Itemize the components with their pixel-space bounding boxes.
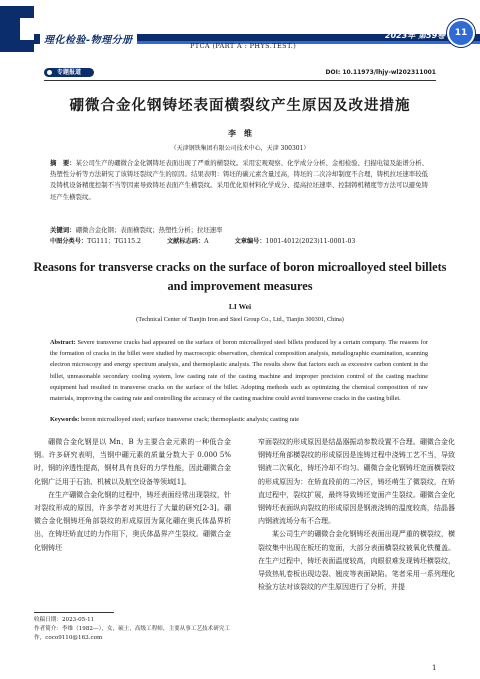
year-volume: 2023年 第59卷: [385, 31, 446, 40]
document-code: 文献标志码：A: [166, 238, 209, 245]
received-date: 收稿日期：2023-05-11: [34, 617, 95, 623]
body-paragraph: 硼微合金化钢是以 Mn、B 为主要合金元素的一种低合金钢。许多研究表明，当钢中硼元素的质量分数大于 0.000 5%时，钢的淬透性提高，钢材具有良好的力学性能，因此硼微合金化钢广泛用于石油、机械以及航空设备等领域[1]。: [34, 438, 231, 486]
body-paragraph: 在生产硼微合金化钢的过程中，铸坯表面经常出现裂纹，针对裂纹形成的原因，许多学者对其进行了大量的研究[2-3]。硼微合金化钢铸坯角部裂纹的形成原因为氮化硼在奥氏体晶界析出，在铸坯矫直过的力作用下，奥氏体晶界产生裂纹。硼微合金化钢铸坯: [34, 490, 231, 552]
title-en: Reasons for transverse cracks on the surface of boron microalloyed steel billets and improvement measures: [33, 260, 447, 293]
page-number: 1: [432, 664, 437, 672]
title-cn: 硼微合金化钢铸坯表面横裂纹产生原因及改进措施: [69, 98, 411, 114]
body-column-right: [258, 436, 455, 594]
keywords-cn-label: 关键词：: [50, 226, 76, 234]
clc-number: 中图分类号：TG111；TG115.2: [50, 238, 141, 245]
article-number: 文章编号：1001-4012(2023)11-0001-03: [234, 238, 356, 245]
body-column-left: [34, 436, 231, 555]
keywords-cn-text: 硼微合金化钢；表面横裂纹；热塑性分析；拉坯速率: [75, 226, 223, 234]
body-paragraph: 某公司生产的硼微合金化钢铸坯表面出现严重的横裂纹，横裂纹集中出现在板坯的宽面，大部分表面横裂纹被氧化铁覆盖。在生产过程中，铸坯表面温度较高，肉眼很难发现铸坯横裂纹，导致热轧卷板出现边裂、翘皮等表面缺陷。笔者采用一系列理化检验方法对该裂纹的产生原因进行了分析，并提: [258, 530, 455, 592]
author-cn: 李 维: [228, 129, 252, 138]
author-bio: 作者简介：李维（1982—），女，硕士，高级工程师，主要从事工艺技术研究工作，coco9110@163.com: [34, 626, 231, 641]
keywords-en-label: Keywords:: [50, 416, 80, 423]
footnote-rule: [34, 612, 114, 613]
affiliation-en: (Technical Center of Tianjin Iron and Steel Group Co., Ltd., Tianjin 300301, China): [136, 316, 344, 323]
keywords-en: [50, 414, 428, 425]
abstract-cn-label: 摘 要：: [50, 159, 76, 167]
keywords-cn: [50, 225, 428, 235]
journal-logo-cutout: [20, 18, 34, 40]
body-paragraph: 窄面裂纹的形成原因是结晶器振动参数设置不合理。硼微合金化钢铸坯角部横裂纹的形成原因是连铸过程中浇铸工艺不当，导致钢液二次氧化，铸坯冷却不均匀。硼微合金化钢铸坯宽面横裂纹的形成原因为：在矫直段前的二冷区，铸坯萌生了微裂纹，在矫直过程中，裂纹扩展，最终导致铸坯宽面产生裂纹。硼微合金化钢铸坯表面纵向裂纹的形成原因是钢液浇铸的温度较高，结晶器内钢液流场分布不合理。: [258, 438, 455, 526]
journal-name: PTCA (PART A : PHYS.TEST.): [190, 42, 297, 50]
affiliation-cn: （天津钢铁集团有限公司技术中心，天津 300301）: [170, 145, 310, 152]
doi: DOI: 10.11973/lhjy-wl202311001: [325, 69, 436, 76]
keywords-en-text: boron microalloyed steel; surface transverse crack; thermoplastic analysis; casting rate: [80, 416, 300, 423]
classification-cn: [50, 237, 428, 247]
footnote: [34, 616, 231, 643]
abstract-cn-text: 某公司生产的硼微合金化钢铸坯表面出现了严重的横裂纹。采用宏观观察、化学成分分析、金相检验、扫描电镜及能谱分析、热塑性分析等方法研究了该铸坯裂纹产生的原因。结果表明：铸坯的碳元素含量过高，铸坯的二次冷却制度不合理，铸机拉坯速率较低及铸机设备精度控制不当等因素导致铸坯表面产生横裂纹。采用优化原材料化学成分、提高拉坯速率、控制铸机精度等方法可以避免铸坯产生横裂纹。: [50, 159, 429, 201]
header-rule: [44, 80, 436, 81]
abstract-cn: [50, 158, 428, 203]
column-tag-dot-icon: [47, 70, 52, 75]
column-tag: [44, 68, 94, 77]
section-name: 理化检验-物理分册: [40, 31, 137, 46]
abstract-en-label: Abstract:: [50, 339, 76, 346]
column-tag-label: 专题报道: [57, 69, 82, 76]
abstract-en-text: Severe transverse cracks had appeared on the surface of boron microalloyed steel billets produced by a certain company. The reasons for the formation of cracks in the billet were studied by macroscopic observation, chemical composition analysis, metallographic examination, scanning electron microscopy and energy spectrum analysis, and thermoplastic analysis. The results show that factors such as excessive carbon content in the billet, unreasonable secondary cooling system, low casting rate of the casting machine and improper precision control of the casting machine equipment had resulted in transverse cracks on the surface of the billet. Adopting methods such as optimizing the chemical composition of raw materials, improving the casting rate and controlling the accuracy of the casting machine could avoid transverse cracks in the casting billet.: [50, 339, 429, 403]
abstract-en: [50, 337, 428, 404]
author-en: LI Wei: [228, 302, 252, 311]
issue-badge: 11: [447, 19, 475, 47]
